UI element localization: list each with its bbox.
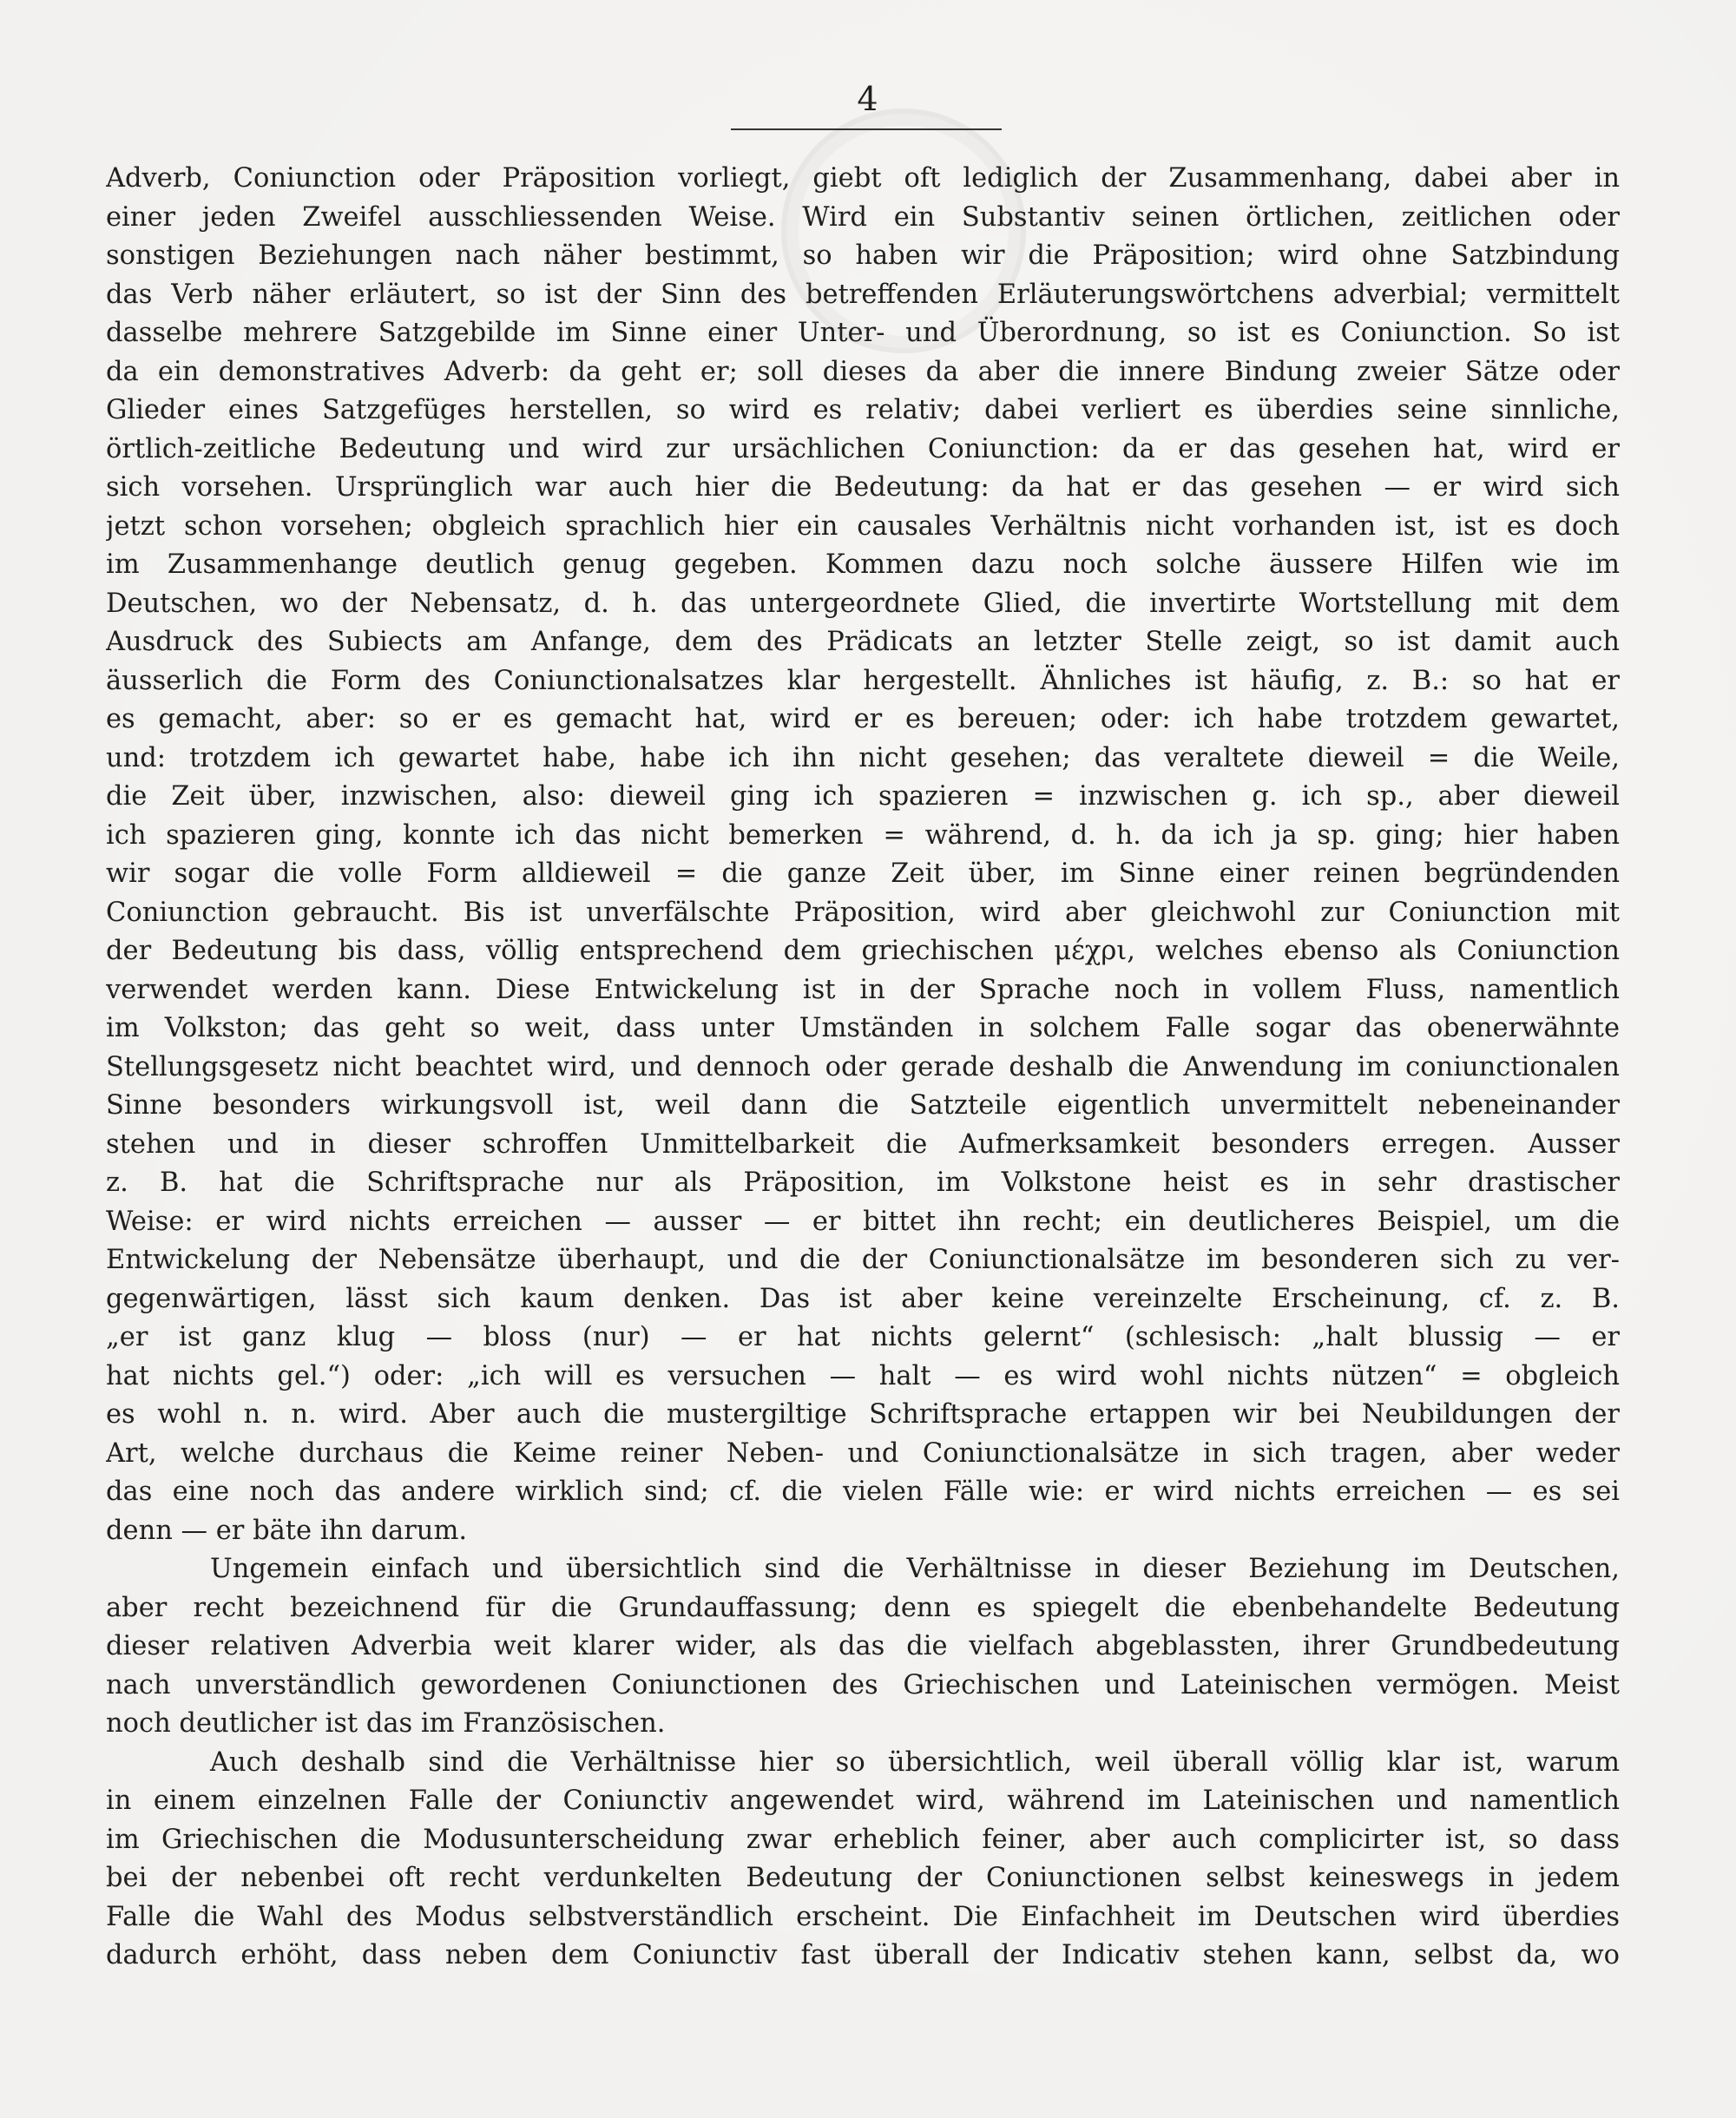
text-line: es wohl n. n. wird. Aber auch die mustergiltige Schriftsprache ertappen wir bei Neubildungen der xyxy=(106,1399,1620,1430)
text-line: das eine noch das andere wirklich sind; cf. die vielen Fälle wie: er wird nichts erreichen — es sei xyxy=(106,1477,1620,1507)
text-line: dieser relativen Adverbia weit klarer wider, als das die vielfach abgeblassten, ihrer Grundbedeutung xyxy=(106,1631,1620,1661)
text-line: die Zeit über, inzwischen, also: dieweil ging ich spazieren = inzwischen g. ich sp., aber dieweil xyxy=(106,781,1620,812)
text-line: und: trotzdem ich gewartet habe, habe ich ihn nicht gesehen; das veraltete dieweil = die Weile, xyxy=(106,742,1620,773)
text-line: Sinne besonders wirkungsvoll ist, weil dann die Satzteile eigentlich unvermittelt nebeneinander xyxy=(106,1090,1620,1121)
text-line: im Zusammenhange deutlich genug gegeben. Kommen dazu noch solche äussere Hilfen wie im xyxy=(106,549,1620,580)
text-line: gegenwärtigen, lässt sich kaum denken. Das ist aber keine vereinzelte Erscheinung, cf. z. B. xyxy=(106,1283,1620,1314)
text-line: in einem einzelnen Falle der Coniunctiv angewendet wird, während im Lateinischen und namentlich xyxy=(106,1786,1620,1816)
text-line: sich vorsehen. Ursprünglich war auch hier die Bedeutung: da hat er das gesehen — er wird sich xyxy=(106,472,1620,503)
text-line: z. B. hat die Schriftsprache nur als Präposition, im Volkstone heist es in sehr drastischer xyxy=(106,1168,1620,1198)
text-line: sonstigen Beziehungen nach näher bestimmt, so haben wir die Präposition; wird ohne Satzbindung xyxy=(106,240,1620,271)
text-line: hat nichts gel.“) oder: „ich will es versuchen — halt — es wird wohl nichts nützen“ = obgleich xyxy=(106,1360,1620,1391)
text-line: Auch deshalb sind die Verhältnisse hier so übersichtlich, weil überall völlig klar ist, warum xyxy=(210,1746,1620,1778)
text-line: der Bedeutung bis dass, völlig entsprechend dem griechischen μέχρι, welches ebenso als Coniunction xyxy=(106,936,1620,966)
text-line: im Volkston; das geht so weit, dass unter Umständen in solchem Falle sogar das obenerwähnte xyxy=(106,1013,1620,1043)
text-line: örtlich-zeitliche Bedeutung und wird zur ursächlichen Coniunction: da er das gesehen hat, wird er xyxy=(106,433,1620,464)
text-line: aber recht bezeichnend für die Grundauffassung; denn es spiegelt die ebenbehandelte Bedeutung xyxy=(106,1592,1620,1623)
text-line: jetzt schon vorsehen; obgleich sprachlich hier ein causales Verhältnis nicht vorhanden ist, ist es doch xyxy=(106,510,1620,542)
text-line: „er ist ganz klug — bloss (nur) — er hat nichts gelernt“ (schlesisch: „halt blussig — er xyxy=(106,1322,1620,1352)
text-line: ich spazieren ging, konnte ich das nicht bemerken = während, d. h. da ich ja sp. ging; hier haben xyxy=(106,819,1620,851)
text-line: Ungemein einfach und übersichtlich sind die Verhältnisse in dieser Beziehung im Deutschen, xyxy=(210,1554,1620,1584)
text-line: Adverb, Coniunction oder Präposition vorliegt, giebt oft lediglich der Zusammenhang, dabei aber in xyxy=(106,163,1620,194)
page-number: 4 xyxy=(857,80,879,118)
text-line: Glieder eines Satzgefüges herstellen, so wird es relativ; dabei verliert es überdies seine sinnliche, xyxy=(106,395,1620,425)
body-text xyxy=(106,160,1620,1976)
text-line: wir sogar die volle Form alldieweil = die ganze Zeit über, im Sinne einer reinen begründenden xyxy=(106,858,1620,889)
text-line: dasselbe mehrere Satzgebilde im Sinne einer Unter- und Überordnung, so ist es Coniunction. So ist xyxy=(106,318,1620,348)
text-line: Falle die Wahl des Modus selbstverständlich erscheint. Die Einfachheit im Deutschen wird überdies xyxy=(106,1901,1620,1932)
text-line: einer jeden Zweifel ausschliessenden Weise. Wird ein Substantiv seinen örtlichen, zeitlichen oder xyxy=(106,201,1620,233)
text-line: da ein demonstratives Adverb: da geht er; soll dieses da aber die innere Bindung zweier Sätze oder xyxy=(106,356,1620,387)
text-line: Coniunction gebraucht. Bis ist unverfälschte Präposition, wird aber gleichwohl zur Coniunction mit xyxy=(106,897,1620,928)
text-line: Art, welche durchaus die Keime reiner Neben- und Coniunctionalsätze in sich tragen, aber weder xyxy=(106,1437,1620,1469)
text-line: nach unverständlich gewordenen Coniunctionen des Griechischen und Lateinischen vermögen. Meist xyxy=(106,1669,1620,1700)
text-line: das Verb näher erläutert, so ist der Sinn des betreffenden Erläuterungswörtchens adverbial; vermittelt xyxy=(106,279,1620,310)
text-line: Entwickelung der Nebensätze überhaupt, und die der Coniunctionalsätze im besonderen sich zu ver- xyxy=(106,1245,1620,1275)
text-line: verwendet werden kann. Diese Entwickelung ist in der Sprache noch in vollem Fluss, namentlich xyxy=(106,974,1620,1005)
text-line: Ausdruck des Subiects am Anfange, dem des Prädicats an letzter Stelle zeigt, so ist damit auch xyxy=(106,627,1620,657)
text-line: noch deutlicher ist das im Französischen. xyxy=(106,1708,666,1739)
text-line: stehen und in dieser schroffen Unmittelbarkeit die Aufmerksamkeit besonders erregen. Ausser xyxy=(106,1128,1620,1160)
text-line: äusserlich die Form des Coniunctionalsatzes klar hergestellt. Ähnliches ist häufig, z. B.: so hat er xyxy=(106,665,1620,696)
text-line: Deutschen, wo der Nebensatz, d. h. das untergeordnete Glied, die invertirte Wortstellung mit dem xyxy=(106,588,1620,619)
text-line: bei der nebenbei oft recht verdunkelten Bedeutung der Coniunctionen selbst keineswegs in jedem xyxy=(106,1863,1620,1893)
text-line: Stellungsgesetz nicht beachtet wird, und dennoch oder gerade deshalb die Anwendung im coniunctionalen xyxy=(106,1051,1620,1082)
text-line: im Griechischen die Modusunterscheidung zwar erheblich feiner, aber auch complicirter ist, so dass xyxy=(106,1824,1620,1855)
header-rule xyxy=(731,128,1002,130)
text-line: es gemacht, aber: so er es gemacht hat, wird er es bereuen; oder: ich habe trotzdem gewartet, xyxy=(106,704,1620,734)
text-line: denn — er bäte ihn darum. xyxy=(106,1515,468,1546)
text-line: Weise: er wird nichts erreichen — ausser — er bittet ihn recht; ein deutlicheres Beispiel, um die xyxy=(106,1206,1620,1237)
text-line: dadurch erhöht, dass neben dem Coniunctiv fast überall der Indicativ stehen kann, selbst da, wo xyxy=(106,1940,1620,1970)
